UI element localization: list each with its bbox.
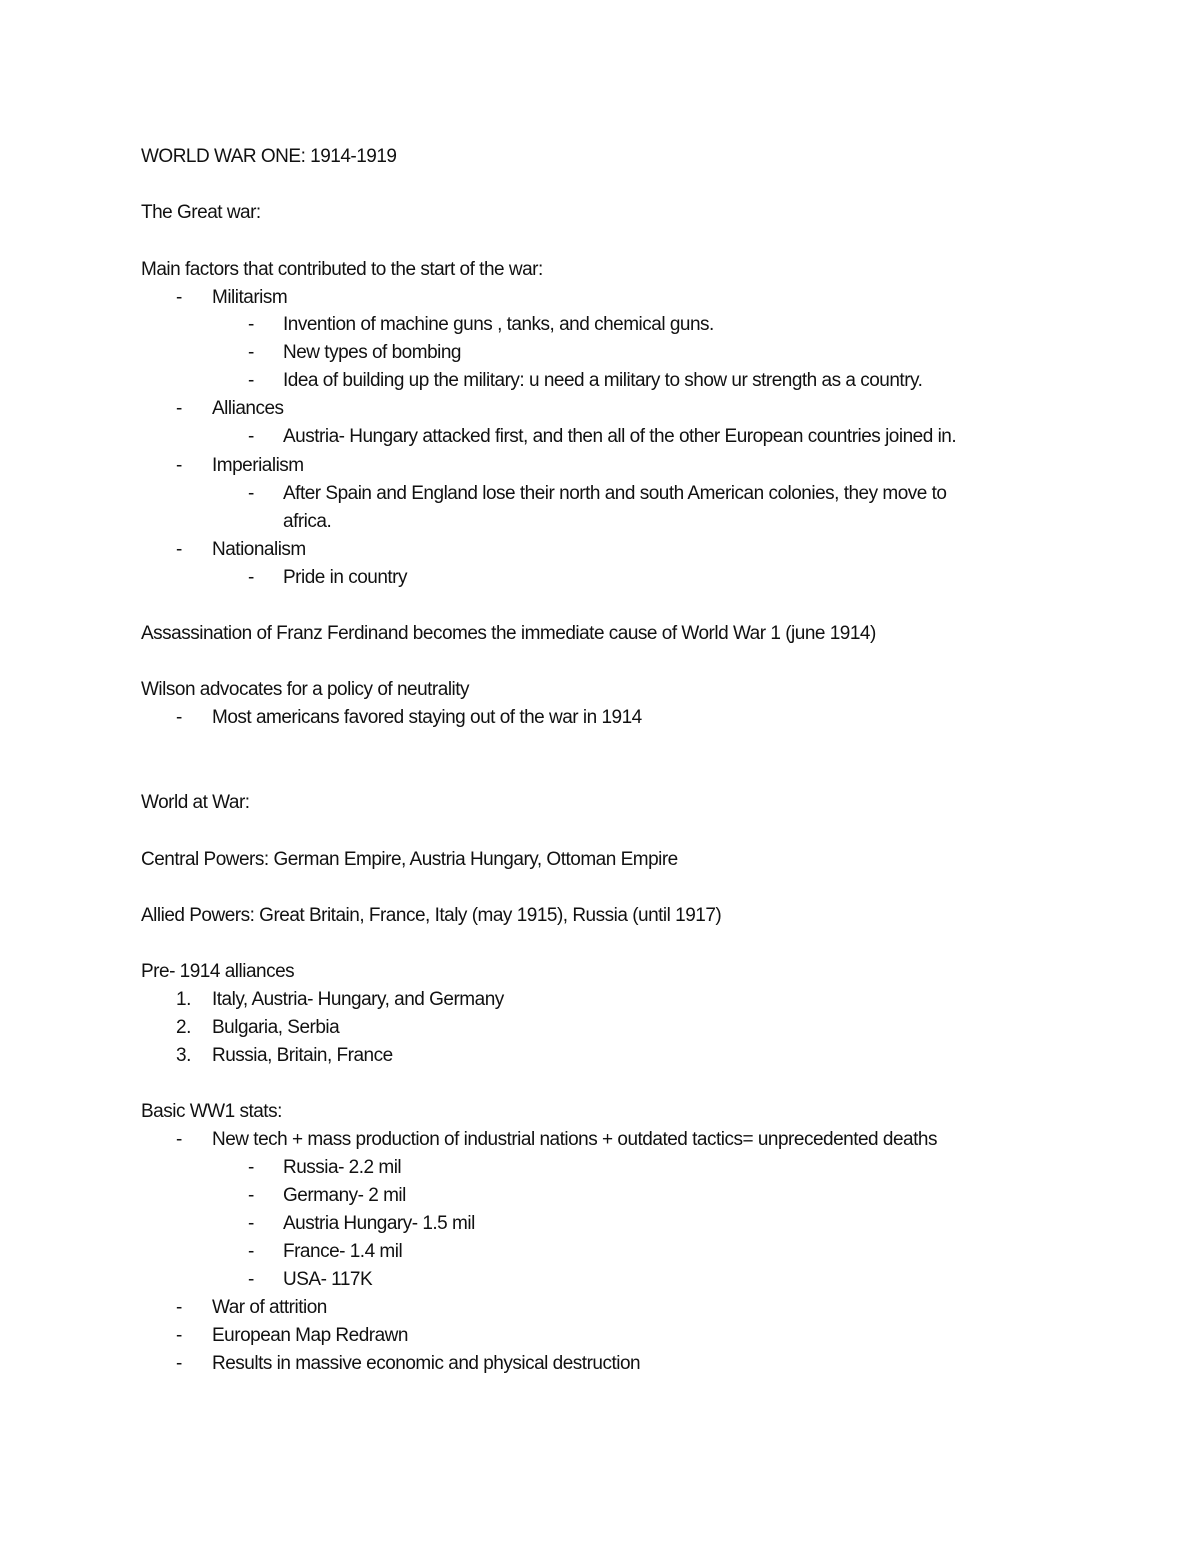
list-item: European Map Redrawn <box>212 1325 408 1346</box>
list-item: Alliances <box>212 398 284 419</box>
section-heading: World at War: <box>141 792 250 813</box>
bullet-dash: - <box>176 707 182 728</box>
list-number: 2. <box>176 1017 191 1038</box>
bullet-dash: - <box>248 567 254 588</box>
paragraph: Allied Powers: Great Britain, France, Italy (may 1915), Russia (until 1917) <box>141 905 722 926</box>
bullet-dash: - <box>176 287 182 308</box>
section-heading: Main factors that contributed to the start of the war: <box>141 259 543 280</box>
list-item: Nationalism <box>212 539 306 560</box>
list-item: Austria Hungary- 1.5 mil <box>283 1213 475 1234</box>
bullet-dash: - <box>176 1325 182 1346</box>
bullet-dash: - <box>248 1185 254 1206</box>
list-item: Russia, Britain, France <box>212 1045 393 1066</box>
list-number: 1. <box>176 989 191 1010</box>
list-item: Idea of building up the military: u need a military to show ur strength as a country. <box>283 370 923 391</box>
bullet-dash: - <box>248 1157 254 1178</box>
list-item: Results in massive economic and physical destruction <box>212 1353 641 1374</box>
document-title: WORLD WAR ONE: 1914-1919 <box>141 146 397 167</box>
bullet-dash: - <box>176 398 182 419</box>
list-item: Militarism <box>212 287 288 308</box>
bullet-dash: - <box>248 426 254 447</box>
paragraph: Assassination of Franz Ferdinand becomes the immediate cause of World War 1 (june 1914) <box>141 623 876 644</box>
list-item: War of attrition <box>212 1297 327 1318</box>
section-heading: Pre- 1914 alliances <box>141 961 295 982</box>
bullet-dash: - <box>176 1353 182 1374</box>
list-item: New tech + mass production of industrial nations + outdated tactics= unprecedented deaths <box>212 1129 937 1150</box>
list-number: 3. <box>176 1045 191 1066</box>
bullet-dash: - <box>248 370 254 391</box>
bullet-dash: - <box>248 342 254 363</box>
bullet-dash: - <box>248 1213 254 1234</box>
bullet-dash: - <box>248 1269 254 1290</box>
section-heading: The Great war: <box>141 202 261 223</box>
list-item: After Spain and England lose their north and south American colonies, they move to <box>283 483 947 504</box>
list-item: Pride in country <box>283 567 408 588</box>
bullet-dash: - <box>248 1241 254 1262</box>
list-item: Russia- 2.2 mil <box>283 1157 402 1178</box>
bullet-dash: - <box>176 1297 182 1318</box>
list-item: New types of bombing <box>283 342 461 363</box>
list-item: Austria- Hungary attacked first, and then all of the other European countries joined in. <box>283 426 957 447</box>
section-heading: Basic WW1 stats: <box>141 1101 282 1122</box>
list-item: Bulgaria, Serbia <box>212 1017 340 1038</box>
list-item: Invention of machine guns , tanks, and chemical guns. <box>283 314 714 335</box>
bullet-dash: - <box>248 483 254 504</box>
list-item-continuation: africa. <box>283 511 332 532</box>
list-item: Imperialism <box>212 455 304 476</box>
bullet-dash: - <box>248 314 254 335</box>
list-item: France- 1.4 mil <box>283 1241 403 1262</box>
paragraph: Central Powers: German Empire, Austria Hungary, Ottoman Empire <box>141 849 678 870</box>
bullet-dash: - <box>176 539 182 560</box>
bullet-dash: - <box>176 1129 182 1150</box>
list-item: Most americans favored staying out of the war in 1914 <box>212 707 642 728</box>
bullet-dash: - <box>176 455 182 476</box>
paragraph: Wilson advocates for a policy of neutrality <box>141 679 470 700</box>
list-item: Germany- 2 mil <box>283 1185 406 1206</box>
list-item: Italy, Austria- Hungary, and Germany <box>212 989 504 1010</box>
list-item: USA- 117K <box>283 1269 373 1290</box>
